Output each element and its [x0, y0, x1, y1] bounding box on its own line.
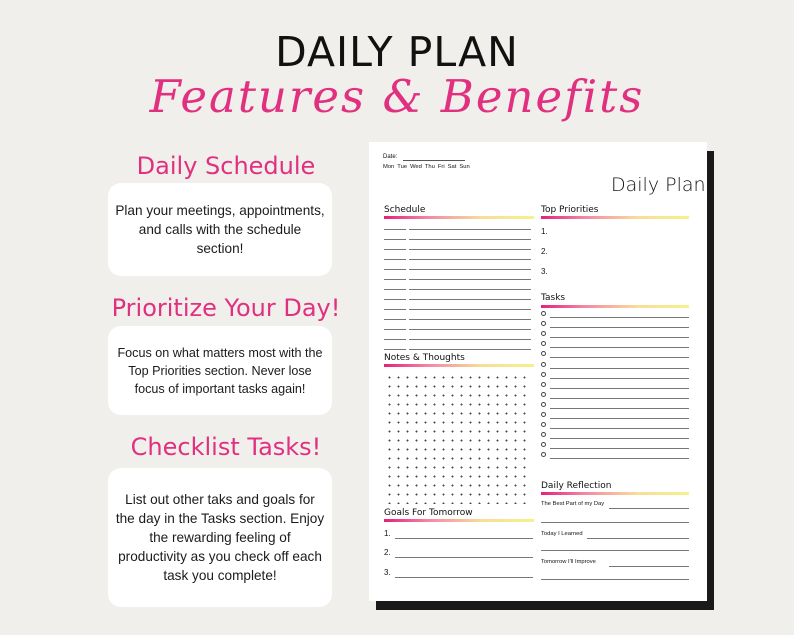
date-label: Date:: [383, 154, 398, 160]
feature-card-priorities: Focus on what matters most with the Top Priorities section. Never lose focus of important tasks again!: [108, 326, 332, 415]
goal-line: [395, 557, 533, 558]
task-checkbox: [541, 432, 546, 437]
task-checkbox: [541, 362, 546, 367]
weekday: Thu: [424, 164, 435, 170]
schedule-entry-line: [409, 299, 531, 300]
goal-number: 3.: [384, 568, 391, 577]
schedule-time-line: [384, 269, 406, 270]
schedule-entry-line: [409, 229, 531, 230]
schedule-time-line: [384, 249, 406, 250]
reflection-line: [541, 579, 689, 580]
weekday: Wed: [410, 164, 422, 170]
task-line: [550, 368, 689, 369]
weekday: Tue: [397, 164, 408, 170]
schedule-bar: [384, 216, 534, 219]
planner-sheet: [369, 142, 707, 601]
notes-dot-grid: [385, 373, 531, 504]
task-checkbox: [541, 382, 546, 387]
task-checkbox: [541, 442, 546, 447]
schedule-time-line: [384, 279, 406, 280]
task-line: [550, 458, 689, 459]
schedule-entry-line: [409, 339, 531, 340]
schedule-time-line: [384, 299, 406, 300]
task-line: [550, 327, 689, 328]
reflection-line: [609, 508, 689, 509]
schedule-time-line: [384, 309, 406, 310]
tasks-title: Tasks: [541, 293, 566, 303]
schedule-entry-line: [409, 249, 531, 250]
notes-title: Notes & Thoughts: [384, 353, 465, 363]
weekday: Fri: [437, 164, 445, 170]
date-line: [403, 160, 465, 161]
schedule-entry-line: [409, 259, 531, 260]
schedule-title: Schedule: [384, 205, 426, 215]
task-checkbox: [541, 331, 546, 336]
reflection-prompt: The Best Part of my Day: [541, 501, 605, 507]
task-line: [550, 408, 689, 409]
weekday: Mon: [383, 164, 395, 170]
task-line: [550, 438, 689, 439]
schedule-time-line: [384, 319, 406, 320]
priorities-bar: [541, 216, 689, 219]
task-checkbox: [541, 321, 546, 326]
task-line: [550, 428, 689, 429]
schedule-time-line: [384, 349, 406, 350]
tasks-bar: [541, 305, 689, 308]
weekday: Sun: [459, 164, 470, 170]
schedule-entry-line: [409, 309, 531, 310]
priority-number: 2.: [541, 247, 548, 256]
reflection-title: Daily Reflection: [541, 481, 612, 491]
goal-line: [395, 577, 533, 578]
task-line: [550, 398, 689, 399]
feature-card-tasks: List out other taks and goals for the day in the Tasks section. Enjoy the rewarding feeling of productivity as you check off each task you complete!: [108, 468, 332, 607]
page-subtitle: Features & Benefits: [149, 70, 645, 123]
goal-line: [395, 538, 533, 539]
task-checkbox: [541, 392, 546, 397]
task-checkbox: [541, 351, 546, 356]
task-checkbox: [541, 311, 546, 316]
schedule-time-line: [384, 289, 406, 290]
schedule-entry-line: [409, 239, 531, 240]
feature-heading-schedule: Daily Schedule: [136, 152, 316, 180]
reflection-line: [541, 550, 689, 551]
reflection-prompt: Tomorrow I'll Improve: [541, 559, 596, 565]
weekday: Sat: [447, 164, 457, 170]
task-checkbox: [541, 341, 546, 346]
planner-title: Daily Plan: [611, 174, 706, 196]
reflection-line: [587, 538, 689, 539]
task-checkbox: [541, 422, 546, 427]
task-line: [550, 448, 689, 449]
feature-card-schedule: Plan your meetings, appointments, and calls with the schedule section!: [108, 183, 332, 276]
reflection-prompt: Today I Learned: [541, 531, 583, 537]
schedule-entry-line: [409, 269, 531, 270]
task-line: [550, 357, 689, 358]
priorities-title: Top Priorities: [541, 205, 599, 215]
reflection-line: [541, 522, 689, 523]
task-checkbox: [541, 372, 546, 377]
task-line: [550, 418, 689, 419]
task-line: [550, 378, 689, 379]
schedule-time-line: [384, 339, 406, 340]
task-checkbox: [541, 412, 546, 417]
notes-bar: [384, 364, 534, 367]
schedule-entry-line: [409, 329, 531, 330]
task-line: [550, 388, 689, 389]
task-line: [550, 347, 689, 348]
feature-heading-priorities: Prioritize Your Day!: [111, 294, 341, 322]
task-line: [550, 317, 689, 318]
reflection-bar: [541, 492, 689, 495]
goal-number: 1.: [384, 529, 391, 538]
schedule-time-line: [384, 259, 406, 260]
task-checkbox: [541, 452, 546, 457]
reflection-line: [609, 566, 689, 567]
schedule-time-line: [384, 239, 406, 240]
task-line: [550, 337, 689, 338]
goals-title: Goals For Tomorrow: [384, 508, 473, 518]
page-title: DAILY PLAN: [275, 28, 519, 76]
schedule-entry-line: [409, 279, 531, 280]
goal-number: 2.: [384, 548, 391, 557]
feature-heading-tasks: Checklist Tasks!: [130, 433, 322, 461]
schedule-time-line: [384, 329, 406, 330]
priority-number: 1.: [541, 227, 548, 236]
schedule-entry-line: [409, 319, 531, 320]
task-checkbox: [541, 402, 546, 407]
priority-number: 3.: [541, 267, 548, 276]
goals-bar: [384, 519, 534, 522]
weekday-row: [383, 164, 470, 170]
schedule-entry-line: [409, 349, 531, 350]
schedule-entry-line: [409, 289, 531, 290]
schedule-time-line: [384, 229, 406, 230]
